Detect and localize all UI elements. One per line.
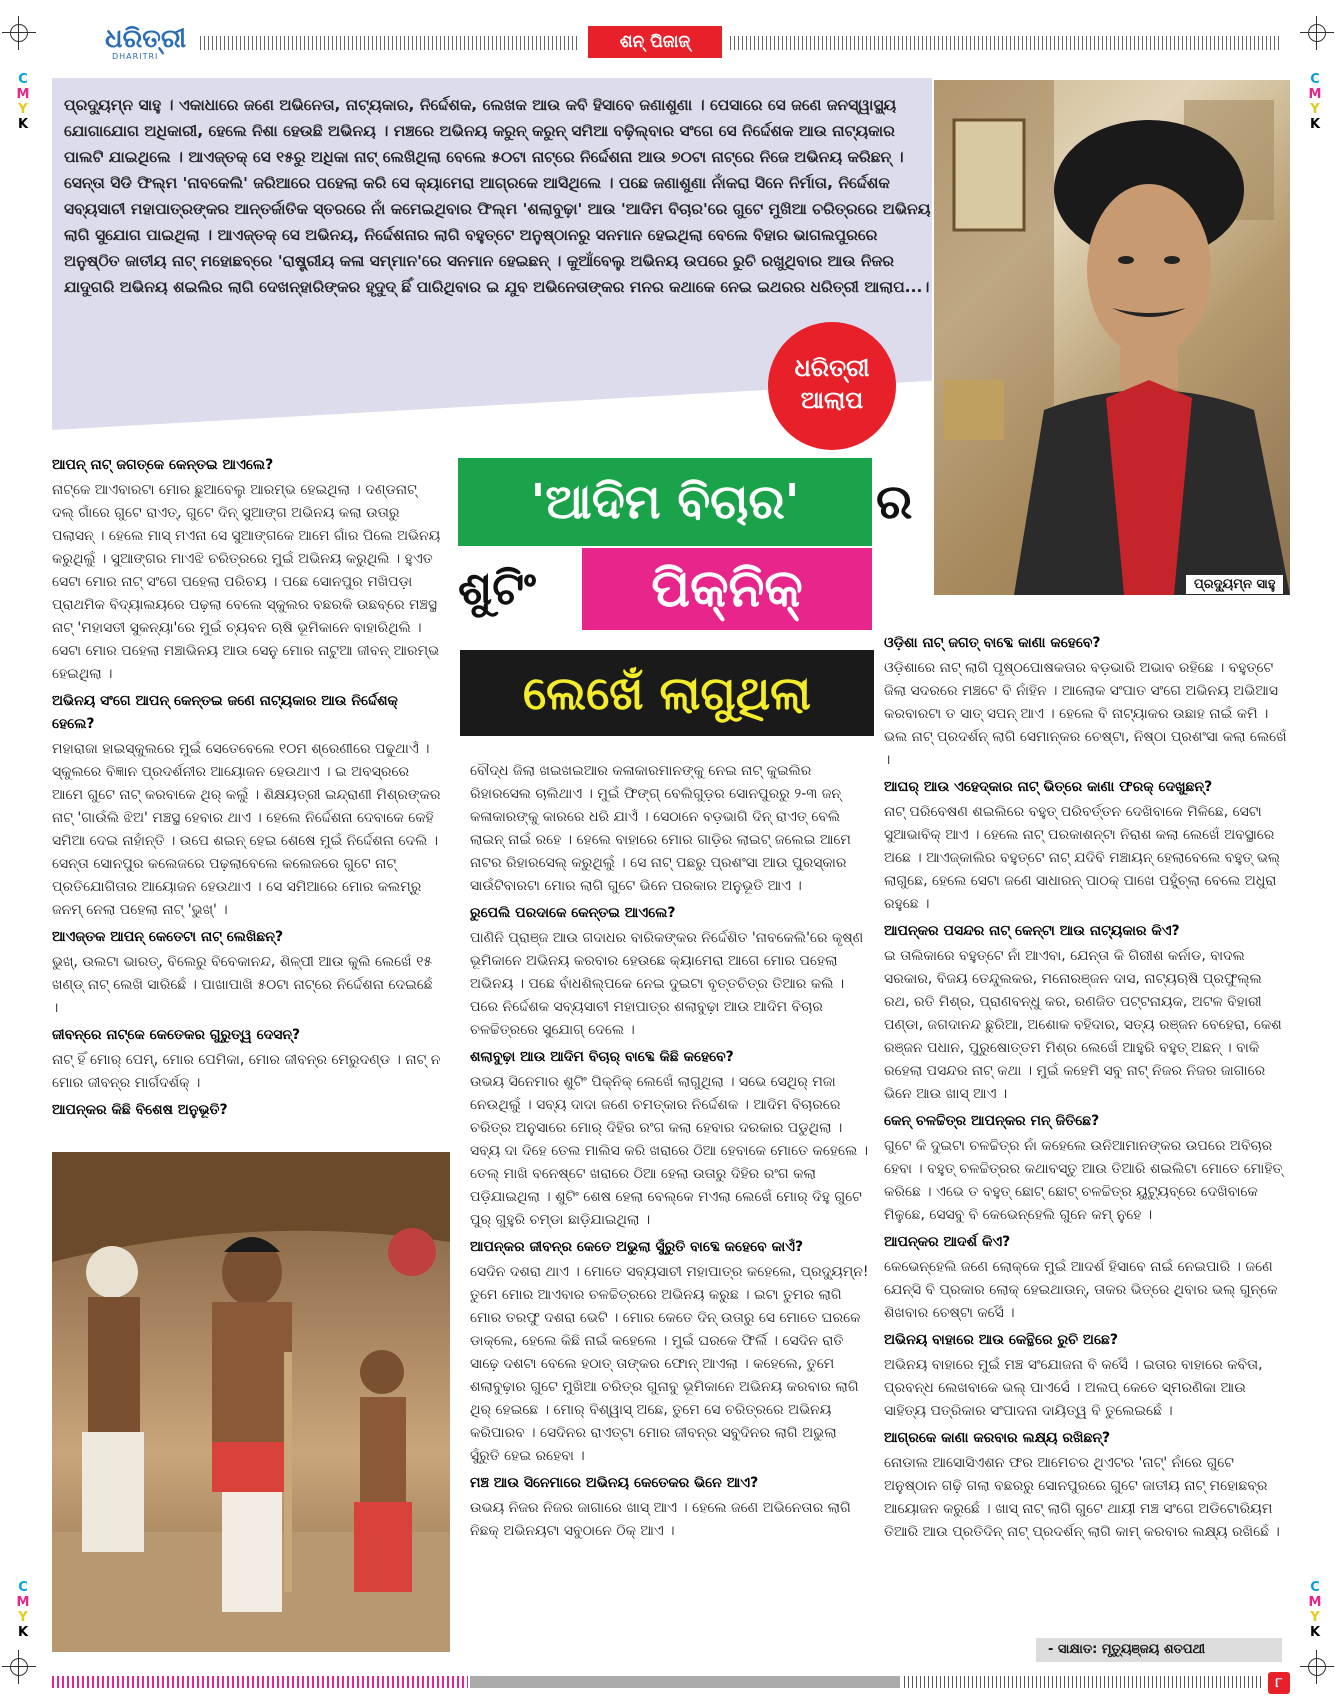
question: ଆଗ୍ରକେ କାଣା କରବାର ଲକ୍ଷ୍ୟ ରଖିଛନ୍? <box>884 1430 1111 1446</box>
footer-strip <box>904 1676 1264 1688</box>
portrait-illustration <box>934 80 1290 595</box>
question: କେନ୍ ଚଳଚ୍ଚିତ୍ର ଆପନ୍କର ମନ୍ ଜିତିଛେ? <box>884 1113 1100 1129</box>
newspaper-logo: ଧରିତ୍ରୀ <box>105 24 187 54</box>
question: ଆପନ୍କର ପସନ୍ଦର ନାଟ୍ କେନ୍ଟା ଆଉ ନାଟ୍ୟକାର କିଏ? <box>884 923 1180 939</box>
answer: ନୋଡାଲ ଆସୋସିଏଶନ ଫର ଆମେଚର ଥିଏଟର 'ନାଟ୍' ନାଁରେ ଗୁଟେ ଅନୁଷ୍ଠାନ ଗଢ଼ି ଗଲା ବଛରରୁ ସୋନପୁରରେ ଗୁଟେ ଜାତୀୟ ନାଟ୍ ମହୋଛବ୍ର ଆୟୋଜନ କରୁଛେଁ । ଖାସ୍ ନାଟ୍ ଲାଗି ଗୁଟେ ଥାୟୀ ମଞ୍ଚ ସଂଗେ ଅଡିଟୋରିୟମ ତିଆରି ଆଉ ପ୍ରତିଦିନ୍ ନାଟ୍ ପ୍ରଦର୍ଶନ୍ ଲାଗି କାମ୍ କରବାର ଲକ୍ଷ୍ୟ ରଖିଛେଁ । <box>884 1455 1280 1540</box>
alap-badge <box>768 322 896 450</box>
answer: ପାଣିନି ପ୍ରାଞ୍ଜ ଆଉ ଗଦାଧର ବାରିକଙ୍କର ନିର୍ଦ୍ଦେଶିତ 'ନାବକେଲି'ରେ କୃଷ୍ଣ ଭୂମିକାନେ ଅଭିନୟ କରବାର ହେଉଛେ କ୍ୟାମେରା ଆଗେ ମୋର ପହେଲା ଅଭିନୟ । ପଛେ ବାଁଧଶିଲ୍ପକେ ନେଇ ଦୁଇଟା ବୃତ୍ତଚିତ୍ର ତିଆର କଲି । ପରେ ନିର୍ଦ୍ଦେଶକ ସବ୍ୟସାଚୀ ମହାପାତ୍ର ଶଲାବୁଢ଼ା ଆଉ ଆଦିମ ବିଚାର ଚଳଚ୍ଚିତ୍ରରେ ସୁଯୋଗ୍ ଦେଲେ । <box>470 930 864 1038</box>
cmyk-strip: C M Y K <box>16 72 30 132</box>
question: ରୁପେଲି ପରଦାକେ କେନ୍ତଇ ଆଏଲେ? <box>470 905 676 921</box>
answer: ଉଭୟ ନିଜର ନିଜର ଜାଗାରେ ଖାସ୍ ଆଏ । ହେଲେ ଜଣେ ଅଭିନେତାର ଲାଗି ନିଛକ୍ ଅଭିନୟଟା ସବୁଠାନେ ଠିକ୍ ଆଏ । <box>470 1500 851 1539</box>
headline-line1-suffix: ର <box>876 474 913 530</box>
badge-line2: ଆଲାପ <box>800 386 864 414</box>
question: ଜୀବନ୍ରେ ନାଟ୍କେ କେତେକର ଗୁରୁତ୍ୱ ଦେସନ୍? <box>52 1027 301 1043</box>
answer: ଭୁଖ୍, ଉଲଟା ଭାରତ୍, ବିଲେରୁ ବିବେକାନନ୍ଦ, ଶିଳ୍ପୀ ଆଉ କୁଲି ଲେଖେଁ ୧୫ ଖଣ୍ଡ୍ ନାଟ୍ ଲେଖି ସାରିଛେଁ । ପାଖାପାଖି ୫୦ଟା ନାଟ୍ରେ ନିର୍ଦ୍ଦେଶନା ଦେଇଛେଁ । <box>52 954 433 1016</box>
question: ଆପନ୍କର ଜୀବନ୍ର କେତେ ଅଭୁଲା ସୁଁରୁତି ବାବ୍ଦେ କହେବେ କାଏଁ? <box>470 1239 804 1255</box>
question: ଶଲାବୁଢ଼ା ଆଉ ଆଦିମ ବିଚାର୍ ବାବ୍ଦେ କିଛି କହେବେ? <box>470 1049 734 1065</box>
cmyk-strip: C M Y K <box>1308 72 1322 132</box>
headline-line2: ପିକ୍ନିକ୍ <box>582 548 872 630</box>
cmyk-strip: C M Y K <box>1308 1580 1322 1640</box>
question: ଅଭିନୟ ବାହାରେ ଆଉ କେନ୍ଥିରେ ରୁଚି ଅଛେ? <box>884 1332 1118 1348</box>
badge-line1: ଧରିତ୍ରୀ <box>794 354 870 382</box>
answer: ଓଡ଼ିଶାରେ ନାଟ୍ ଲାଗି ପୃଷ୍ଠପୋଷକତାର ବଡ଼ଭାରି ଅଭାବ ରହିଛେ । ବହୁତ୍ଟେ ଜିଲା ସଦରରେ ମଞ୍ଚଟେ ବି ନାଁହିନ । ଆଲୋକ ସଂପାତ ସଂଗେ ଅଭିନୟ ଅଭିଆସ କରବାରଟା ତ ସାତ୍ ସପନ୍ ଆଏ । ହେଲେ ବି ନାଟ୍ୟାକର ଉଛାହ ନାଇଁ କମି । ଭଲ ନାଟ୍ ପ୍ରଦର୍ଶନ୍ ଲାଗି ସେମାନ୍କର ଚେଷ୍ଟା, ନିଷ୍ଠା ପ୍ରଶଂସା କଲା ଲେଖେଁ । <box>884 660 1287 768</box>
answer: ଅଭିନୟ ବାହାରେ ମୁଇଁ ମଞ୍ଚ ସଂଯୋଜନା ବି କର୍ସେଁ । ଇତାର ବାହାରେ କବିତା, ପ୍ରବନ୍ଧ ଲେଖବାକେ ଭଲ୍ ପାଏସେଁ । ଅଲପ୍ କେତେ ସ୍ମରଣିକା ଆଉ ସାହିତ୍ୟ ପତ୍ରିକାର ସଂପାଦନା ଦାୟିତ୍ୱ ବି ତୁଲେଇଛେଁ । <box>884 1357 1263 1419</box>
header-rule <box>730 36 1282 50</box>
portrait-photo <box>934 80 1290 595</box>
registration-mark <box>1300 16 1334 50</box>
question: ଅଭିନୟ ସଂଗେ ଆପନ୍ କେନ୍ତଇ ଜଣେ ନାଟ୍ୟକାର ଆଉ ନିର୍ଦ୍ଦେଶକ୍ ହେଲେ? <box>52 693 398 732</box>
interview-credit: - ସାକ୍ଷାତ: ମୃତ୍ୟୁଞ୍ଜୟ ଶତପଥୀ <box>1036 1638 1282 1662</box>
intro-text: ପ୍ରଦ୍ୟୁମ୍ନ ସାହୁ । ଏକାଧାରେ ଜଣେ ଅଭିନେତା, ନାଟ୍ୟକାର, ନିର୍ଦ୍ଦେଶକ, ଲେଖକ ଆଉ କବି ହିସାବେ ଜଣାଶୁଣା । ପେସାରେ ସେ ଜଣେ ଜନସ୍ୱାସ୍ଥ୍ୟ ଯୋଗାଯୋଗ ଅଧିକାରୀ, ହେଲେ ନିଶା ହେଉଛି ଅଭିନୟ । ମଞ୍ଚରେ ଅଭିନୟ କରୁନ୍ କରୁନ୍ ସମିଆ ବଢ଼ିଲ୍ବାର ସଂଗେ ସେ ନିର୍ଦ୍ଦେଶକ ଆଉ ନାଟ୍ୟକାର ପାଲଟି ଯାଇଥିଲେ । ଆଏଜ୍ତକ୍ ସେ ୧୫ରୁ ଅଧିକା ନାଟ୍ ଲେଖିଥିଲା ବେଲେ ୫୦ଟା ନାଟ୍ରେ ନିର୍ଦ୍ଦେଶନା ଆଉ ୭୦ଟା ନାଟ୍ରେ ନିଜେ ଅଭିନୟ କରିଛନ୍ । ସେନ୍ତା ସିଡି ଫିଲ୍ମ 'ନାବକେଲି' ଜରିଆରେ ପହେଲା କରି ସେ କ୍ୟାମେରା ଆଗ୍ରକେ ଆସିଥିଲେ । ପଛେ ଜଣାଶୁଣା ନାଁକରା ସିନେ ନିର୍ମାତା, ନିର୍ଦ୍ଦେଶକ ସବ୍ୟସାଚୀ ମହାପାତ୍ରଙ୍କର ଆନ୍ତର୍ଜାତିକ ସ୍ତରରେ ନାଁ କମେଇଥିବାର ଫିଲ୍ମ 'ଶଲାବୁଢ଼ା' ଆଉ 'ଆଦିମ ବିଚାର'ରେ ଗୁଟେ ମୁଖିଆ ଚରିତ୍ରରେ ଅଭିନୟ ଲାଗି ସୁଯୋଗ ପାଇଥିଲା । ଆଏଜ୍ତକ୍ ସେ ଅଭିନୟ, ନିର୍ଦ୍ଦେଶନାର ଲାଗି ବହୁତ୍ଟେ ଅନୁଷ୍ଠାନରୁ ସନମାନ ହେଇଥିଲା ବେଲେ ବିହାର ଭାଗଲପୁରରେ ଅନୁଷ୍ଠିତ ଜାତୀୟ ନାଟ୍ ମହୋଛବ୍ରେ 'ରାଷ୍ଟ୍ରୀୟ କଳା ସମ୍ମାନ'ରେ ସନମାନ ହେଇଛନ୍ । କୁଆଁବେଲୁ ଅଭିନୟ ଉପରେ ରୁଚି ରଖୁଥିବାର ଆଉ ନିଜର ଯାଦୁଗରି ଅଭିନୟ ଶଇଲିର ଲାଗି ଦେଖନ୍ହାରିଙ୍କର ହୃଦୁଦ୍ ଛିଁ ପାରିଥିବାର ଇ ଯୁବ ଅଭିନେତାଙ୍କର ମନର କଥାକେ ନେଇ ଇଥରର ଧରିତ୍ରୀ ଆଲାପ...। <box>64 96 931 296</box>
registration-mark <box>1300 1650 1334 1684</box>
column-3 <box>884 628 1290 1546</box>
village-photo <box>52 1152 450 1652</box>
question: ଆପନ୍କର ଆଦର୍ଶ କିଏ? <box>884 1234 1011 1250</box>
headline-line2-prefix: ଶୁଟିଂ <box>458 561 536 615</box>
answer: ନାଟ୍ ପରିବେଷଣ ଶଇଲିରେ ବହୁତ୍ ପରିବର୍ତ୍ତନ ଦେଖିବାକେ ମିଳିଛେ, ସେଟା ସୁଆଭାବିକ୍ ଆଏ । ହେଲେ ନାଟ୍ ପରକାଶନ୍ଟା ନିରାଶ କଲା ଲେଖେଁ ଅବସ୍ଥାରେ ଅଛେ । ଆଏଜ୍କାଲିର ବହୁତ୍ଟେ ନାଟ୍ ଯଦିବି ମଞ୍ଚାୟନ୍ ହେଲାବେଲେ ବହୁତ୍ ଭଲ୍ ଲାଗୁଛେ, ହେଲେ ସେଟା ଜଣେ ସାଧାରନ୍ ପାଠକ୍ ପାଖେ ପହୁଁଚ୍ଲା ବେଲେ ଅଧୁରା ରହୁଛେ । <box>884 804 1281 912</box>
section-tag: ଶନ୍ ପିଜାଜ୍ <box>588 26 722 58</box>
answer: ମହାରାଜା ହାଇସ୍କୁଲରେ ମୁଇଁ ସେତେବେଲେ ୧୦ମ ଶ୍ରେଣୀରେ ପଢୁଥାଏଁ । ସ୍କୁଲରେ ବିଜ୍ଞାନ ପ୍ରଦର୍ଶନୀର ଆୟୋଜନ ହେଉଥାଏ । ଇ ଅବସ୍ରରେ ଆମେ ଗୁଟେ ନାଟ୍ କରବାକେ ଥିର୍ କଲୁଁ । ଶିକ୍ଷୟତ୍ରୀ ଇନ୍ଦ୍ରାଣୀ ମିଶ୍ରଙ୍କର ନାଟ୍ 'ଗାଉଁଲି ଝିଅ' ମଞ୍ଚସ୍ଥ ହେବାର ଥାଏ । ହେଲେ ନିର୍ଦ୍ଦେଶନା ଦେବାକେ କେହି ସମିଆ ଦେଇ ନାହାଁନ୍ତି । ଉପେ ଶଇନ୍ ହେଇ ଶେଷେ ମୁଇଁ ନିର୍ଦ୍ଦେଶନା ଦେଲି । ସେନ୍ତା ସୋନପୁର କଲେଜରେ ପଢ଼ଲାବେଲେ କଲେଜରେ ଗୁଟେ ନାଟ୍ ପ୍ରତିଯୋଗିତାର ଆୟୋଜନ ହେଉଥାଏ । ସେ ସମିଆରେ ମୋର କଲମ୍ରୁ ଜନମ୍ ନେଲା ପହେଲା ନାଟ୍ 'ଭୁଖ୍' । <box>52 741 441 918</box>
column-1 <box>52 450 442 1124</box>
answer: ଉଭୟ ସିନେମାର ଶୁଟିଂ ପିକ୍ନିକ୍ ଲେଖେଁ ଲାଗୁଥିଲା । ସଭେ ସେଥିର୍ ମଜା ନେଉଥିଲୁଁ । ସବ୍ୟ ଦାଦା ଜଣେ ଚମତ୍କାର ନିର୍ଦ୍ଦେଶକ । ଆଦିମ ବିଚାରରେ ଚରିତ୍ର ଅନୁସାରେ ମୋର୍ ଦିହିର ରଂଗ କଲା ହେବାର ଦରକାର ପଡୁଥିଲା । ସବ୍ୟ ଦା ଦିହେ ତେଲ ମାଲିସ କରି ଖରାରେ ଠିଆ ହେବାକେ ମୋତେ କହେଲେ । ତେଲ୍ ମାଖି ବନେଷ୍ଟେ ଖରାରେ ଠିଆ ହେଲା ଉତାରୁ ଦିହିର ରଂଗ କଲା ପଡ଼ିଯାଇଥିଲା । ଶୁଟିଂ ଶେଷ ହେଲା ବେଲ୍କେ ମଏଲା ଲେଖେଁ ମୋର୍ ଦିହୁ ଗୁଟେ ପୁର୍ ଗୁହୁରି ଚମ୍ଡା ଛାଡ଼ିଯାଇଥିଲା । <box>470 1074 868 1228</box>
footer-strip <box>470 1676 900 1688</box>
answer: ଗୁଟେ କି ଦୁଇଟା ଚଳଚ୍ଚିତ୍ର ନାଁ କହେଲେ ଉନିଆମାନଙ୍କର ଉପରେ ଅବିଚାର ହେବା । ବହୁତ୍ ଚଳଚ୍ଚିତ୍ରର କଥାବସ୍ତୁ ଆଉ ତିଆରି ଶଇଲିଟା ମୋତେ ମୋହିତ୍ କରିଛେ । ଏଭେ ତ ବହୁତ୍ ଛୋଟ୍ ଛୋଟ୍ ଚଳଚ୍ଚିତ୍ର ୟୁଟ୍ୟୁବ୍ରେ ଦେଖିବାକେ ମିଳୁଛେ, ସେସବୁ ବି କେଭେନ୍ହେଲି ଗୁନେ କମ୍ ନୁହେ । <box>884 1138 1283 1223</box>
registration-mark <box>2 1650 36 1684</box>
column-2 <box>470 760 870 1545</box>
footer-strip <box>52 1676 468 1688</box>
registration-mark <box>2 16 36 50</box>
page-number: ୮ <box>1268 1672 1290 1694</box>
photo-caption: ପ୍ରଦ୍ୟୁମ୍ନ ସାହୁ <box>1186 575 1283 594</box>
answer: ବୌଦ୍ଧ ଜିଲା ଖଇଖଇଆର କଳାକାରମାନଙ୍କୁ ନେଇ ନାଟ୍ କୁଇଲିର ରିହାରସେଲ ଚାଲିଥାଏ । ମୁଇଁ ଫିଙ୍ଗ୍ ବେଲିଗୁଡ଼ର ସୋନପୁରରୁ ୨-୩ ଜନ୍ କଳାକାରଙ୍କୁ କାରରେ ଧରି ଯାଏଁ । ସେଠାନେ ବଡ଼ଭାଗି ଦିନ୍ ରାଏତ୍ ବେଲି ଲାଇନ୍ ନାଇଁ ରହେ । ହେଲେ ବାହାରେ ମୋର ଗାଡ଼ିର ଲାଇଟ୍ ଜଲେଇ ଆମେ ନାଟର ରିହାରସେଲ୍ କରୁଥିଲୁଁ । ସେ ନାଟ୍ ପଛରୁ ପ୍ରଶଂସା ଆଉ ପୁରସ୍କାର ସାଉଁଟିବାରଟା ମୋର ଲାଗି ଗୁଟେ ଭିନେ ପରକାର ଅନୁଭୂତି ଆଏ । <box>470 763 851 894</box>
headline-line3: ଲେଖେଁ ଲାଗୁଥିଲା <box>460 650 874 736</box>
answer: ନାଟ୍କେ ଆଏବାରଟା ମୋର ଛୁଆବେଲୁ ଆରମ୍ଭ ହେଇଥିଲା । ଦଣ୍ଡନାଟ୍ ଦଲ୍ ଗାଁରେ ଗୁଟେ ରାଏତ୍, ଗୁଟେ ଦିନ୍ ସୁଆଙ୍ଗ ଅଭିନୟ କଲା ଉତାରୁ ପଲାସନ୍ । ହେଲେ ମାସ୍ ମଏନା ସେ ସୁଆଙ୍ଗକେ ଆମେ ଗାଁର ପିଲେ ଅଭିନୟ କରୁଥିଲୁଁ । ସୁଆଙ୍ଗର ମାଏଝି ଚରିତ୍ରରେ ମୁଇଁ ଅଭିନୟ କରୁଥିଲି । ହୁଏତ ସେଟା ମୋର ନାଟ୍ ସଂଗେ ପହେଲା ପରିଚୟ । ପଛେ ସୋନପୁର ମଖିପଡ଼ା ପ୍ରାଥମିକ ବିଦ୍ୟାଲୟରେ ପଢ଼ଲା ବେଲେ ସ୍କୁଲର ବଛରକି ଉଛବ୍ରେ ମଞ୍ଚସ୍ଥ ନାଟ୍ 'ମହାସତୀ ସୁକନ୍ୟା'ରେ ମୁଇଁ ଚ୍ୟବନ ଋଷି ଭୂମିକାନେ ବାହାରିଥିଲି । ସେଟା ମୋର ପହେଲା ମଞ୍ଚାଭିନୟ ଆଉ ସେନୁ ମୋର ନାଟୁଆ ଜୀବନ୍ ଆରମ୍ଭ ହେଇଥିଲା । <box>52 482 441 682</box>
question: ଆପନ୍ ନାଟ୍ ଜଗତ୍କେ କେନ୍ତଇ ଆଏଲେ? <box>52 457 274 473</box>
question: ମଞ୍ଚ ଆଉ ସିନେମାରେ ଅଭିନୟ କେତେକର ଭିନେ ଆଏ? <box>470 1475 759 1491</box>
answer: ନାଟ୍ ହିଁ ମୋର୍ ପେମ୍, ମୋର ପେମିକା, ମୋର ଜୀବନ୍ର ମେରୁଦଣ୍ଡ । ନାଟ୍ ନ ମୋର ଜୀବନ୍ର ମାର୍ଗଦର୍ଶକ୍ । <box>52 1052 441 1091</box>
header-rule <box>200 36 580 50</box>
answer: କେଭେନ୍ହେଲି ଜଣେ ଲୋକ୍କେ ମୁଇଁ ଆଦର୍ଶ ହିସାବେ ନାଇଁ ନେଇପାରି । ଜଣେ ଯେନ୍ସି ବି ପ୍ରକାର ଲୋକ୍ ହେଇଥାଉନ୍, ତାକର ଭିତ୍ରେ ଥିବାର ଭଲ୍ ଗୁନ୍କେ ଶିଖବାର ଚେଷ୍ଟା କର୍ସେଁ । <box>884 1259 1278 1321</box>
answer: ଇ ତାଲିକାରେ ବହୁତ୍ଟେ ନାଁ ଆଏବା, ଯେନ୍ତା କି ଗିରୀଶ କର୍ନାଡ, ବାଦଲ ସରକାର, ବିଜୟ ତେନ୍ଦୁଲକର, ମନୋରଞ୍ଜନ ଦାସ, ନାଟ୍ୟଋଷି ପ୍ରଫୁଲ୍ଲ ରଥ, ରତି ମିଶ୍ର, ପ୍ରାଣବନ୍ଧୁ କର, ରଣଜିତ ପଟ୍ଟନାୟକ, ଅଟଳ ବିହାରୀ ପଣ୍ଡା, ଜଗଦାନନ୍ଦ ଛୁରିଆ, ଅଶୋକ ବହିଦାର, ସତ୍ୟ ରଞ୍ଜନ ବେହେରା, କେଶ ରଞ୍ଜନ ପଧାନ, ପୁରୁଷୋତ୍ତମ ମିଶ୍ର ଲେଖେଁ ଆହୁରି ବହୁତ୍ ଅଛନ୍ । ବାକି ରହେଲା ପସନ୍ଦର ନାଟ୍ କଥା । ମୁଇଁ କହେମି ସବୁ ନାଟ୍ ନିଜର ନିଜର ଜାଗାରେ ଭିନେ ଆଉ ଖାସ୍ ଆଏ । <box>884 948 1282 1102</box>
cmyk-strip: C M Y K <box>16 1580 30 1640</box>
question: ଓଡ଼ିଶା ନାଟ୍ ଜଗତ୍ ବାବ୍ଦେ କାଣା କହେବେ? <box>884 635 1101 651</box>
headline-line1: 'ଆଦିମ ବିଚାର' <box>458 458 872 546</box>
answer: ସେଦିନ ଦଶରା ଥାଏ । ମୋତେ ସବ୍ୟସାଚୀ ମହାପାତ୍ର କହେଲେ, ପ୍ରଦ୍ୟୁମ୍ନ! ତୁମେ ମୋର ଆଏବାର ଚଳଚ୍ଚିତ୍ରରେ ଅଭିନୟ କରୁଛ । ଇଟା ତୁମର ଲାଗି ମୋର ତରଫୁ ଦଶରା ଭେଟି । ମୋର କେତେ ଦିନ୍ ଉତାରୁ ସେ ମୋତେ ଘରକେ ଡାକ୍ଲେ, ହେଲେ କିଛି ନାଇଁ କହେଲେ । ମୁଇଁ ଘରକେ ଫିର୍ଲି । ସେଦିନ ରାତି ସାଢ଼େ ଦଶଟା ବେଲେ ହଠାତ୍ ତାଙ୍କର ଫୋନ୍ ଆଏଲା । କହେଲେ, ତୁମେ ଶଲାବୁଢ଼ାର ଗୁଟେ ମୁଖିଆ ଚରିତ୍ର ଗୁନାବୁ ଭୂମିକାନେ ଅଭିନୟ କରବାର ଲାଗି ଥିର୍ ହେଇଛେ । ମୋର୍ ବିଶ୍ୱାସ୍ ଅଛେ, ତୁମେ ସେ ଚରିତ୍ରରେ ଅଭିନୟ କରିପାରବ । ସେଦିନର ରାଏତ୍ଟା ମୋର ଜୀବନ୍ର ସବୁଦିନର ଲାଗି ଅଭୁଲା ସୁଁରୁତି ହେଇ ରହେବା । <box>470 1264 869 1464</box>
question: ଆପନ୍କର କିଛି ବିଶେଷ ଅନୁଭୂତି? <box>52 1102 228 1118</box>
newspaper-logo-sub: DHARITRI <box>112 52 159 61</box>
question: ଆଘର୍ ଆଉ ଏହେଦ୍କାର ନାଟ୍ ଭିତ୍ରେ କାଣା ଫରକ୍ ଦେଖୁଛନ୍? <box>884 779 1213 795</box>
village-illustration <box>52 1152 450 1652</box>
question: ଆଏଜ୍ତକ ଆପନ୍ କେତେଟା ନାଟ୍ ଲେଖିଛନ୍? <box>52 929 284 945</box>
